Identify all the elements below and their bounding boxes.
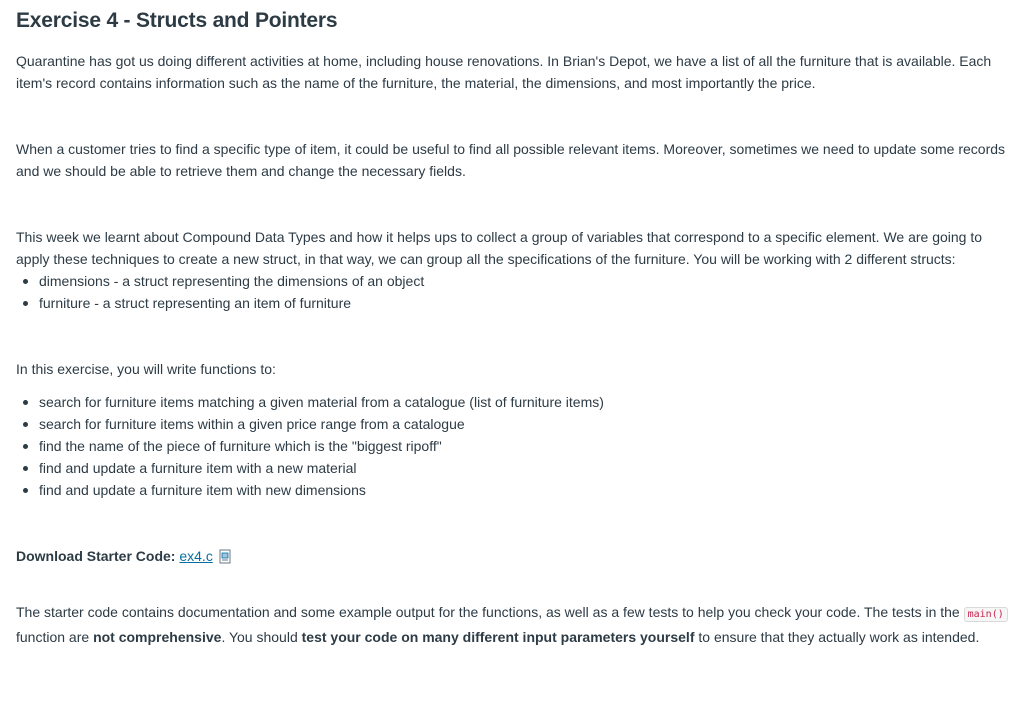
list-item: search for furniture items within a given price range from a catalogue	[39, 413, 1010, 435]
starter-code-link[interactable]: ex4.c	[179, 548, 213, 564]
starter-code-paragraph	[16, 601, 1010, 648]
structs-list	[16, 270, 1010, 314]
test-yourself-bold: test your code on many different input parameters yourself	[301, 629, 695, 645]
list-item: furniture - a struct representing an item of furniture	[39, 292, 1010, 314]
search-paragraph: When a customer tries to find a specific type of item, it could be useful to find all possible relevant items. Moreover, sometimes we need to update some records and we should be able to retrieve them and change the necessary fields.	[16, 141, 1006, 179]
not-comprehensive-bold: not comprehensive	[93, 629, 222, 645]
file-preview-icon[interactable]	[218, 548, 232, 563]
starter-text-3: . You should	[221, 629, 302, 645]
list-item: find and update a furniture item with new dimensions	[39, 479, 1010, 501]
list-item: search for furniture items matching a given material from a catalogue (list of furniture items)	[39, 391, 1010, 413]
page-title: Exercise 4 - Structs and Pointers	[16, 9, 338, 32]
list-item: find and update a furniture item with a new material	[39, 457, 1010, 479]
functions-intro: In this exercise, you will write functions to:	[16, 361, 276, 377]
list-item: dimensions - a struct representing the dimensions of an object	[39, 270, 1010, 292]
starter-text-4: to ensure that they actually work as intended.	[694, 629, 980, 645]
structs-paragraph: This week we learnt about Compound Data Types and how it helps ups to collect a group of variables that correspond to a specific element. We are going to apply these techniques to create a new struct, in that way, we can group all the specifications of the furniture. You will be working with 2 different structs:	[16, 229, 983, 267]
starter-text-2: function are	[16, 629, 94, 645]
download-line	[16, 545, 1010, 567]
main-function-code: main()	[964, 607, 1008, 622]
list-item: find the name of the piece of furniture which is the "biggest ripoff"	[39, 435, 1010, 457]
functions-list	[16, 391, 1010, 501]
download-label: Download Starter Code:	[16, 548, 176, 564]
intro-paragraph: Quarantine has got us doing different activities at home, including house renovations. In Brian's Depot, we have a list of all the furniture that is available. Each item's record contains information such as the name of the furniture, the material, the dimensions, and most importantly the price.	[16, 53, 992, 91]
starter-text-1: The starter code contains documentation and some example output for the functions, as well as a few tests to help you check your code. The tests in the	[16, 604, 964, 620]
